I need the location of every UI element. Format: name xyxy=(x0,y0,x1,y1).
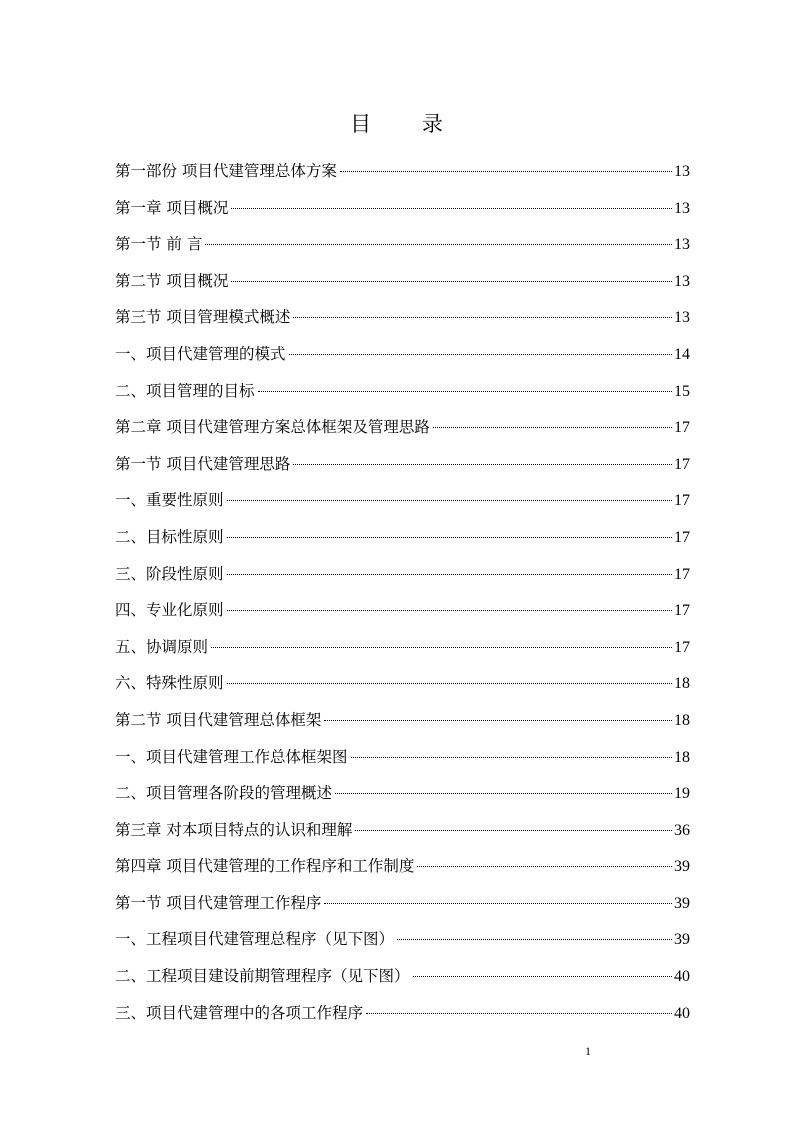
toc-entry-page-number: 17 xyxy=(674,492,690,510)
toc-dot-leader xyxy=(293,317,672,318)
toc-entry-page-number: 39 xyxy=(674,931,690,949)
toc-entry[interactable] xyxy=(115,482,690,519)
toc-entry-label: 一、项目代建管理工作总体框架图 xyxy=(115,747,348,766)
toc-dot-leader xyxy=(227,500,672,501)
toc-entry-label: 四、专业化原则 xyxy=(115,601,224,620)
toc-entry-page-number: 13 xyxy=(674,199,690,217)
toc-entry[interactable] xyxy=(115,153,690,190)
toc-entry[interactable] xyxy=(115,519,690,556)
toc-entry-page-number: 17 xyxy=(674,602,690,620)
toc-entry[interactable] xyxy=(115,373,690,410)
toc-entry-label: 第三章 对本项目特点的认识和理解 xyxy=(115,820,353,839)
toc-entry-page-number: 18 xyxy=(674,711,690,729)
toc-dot-leader xyxy=(205,244,672,245)
toc-list xyxy=(115,153,690,1031)
toc-entry[interactable] xyxy=(115,190,690,227)
toc-entry-label: 三、项目代建管理中的各项工作程序 xyxy=(115,1003,364,1022)
toc-dot-leader xyxy=(351,757,672,758)
toc-dot-leader xyxy=(227,537,672,538)
toc-entry[interactable] xyxy=(115,848,690,885)
toc-entry[interactable] xyxy=(115,812,690,849)
toc-entry[interactable] xyxy=(115,665,690,702)
toc-entry-label: 第四章 项目代建管理的工作程序和工作制度 xyxy=(115,857,415,876)
toc-entry-page-number: 13 xyxy=(674,236,690,254)
toc-entry[interactable] xyxy=(115,299,690,336)
toc-entry[interactable] xyxy=(115,556,690,593)
toc-dot-leader xyxy=(413,976,672,977)
toc-entry-label: 二、项目管理的目标 xyxy=(115,381,255,400)
toc-entry[interactable] xyxy=(115,958,690,995)
toc-entry-label: 第一章 项目概况 xyxy=(115,198,229,217)
toc-entry[interactable] xyxy=(115,775,690,812)
toc-dot-leader xyxy=(227,610,672,611)
toc-entry[interactable] xyxy=(115,921,690,958)
toc-entry-label: 五、协调原则 xyxy=(115,637,209,656)
toc-entry-label: 第二章 项目代建管理方案总体框架及管理思路 xyxy=(115,418,430,437)
toc-dot-leader xyxy=(335,793,672,794)
toc-entry-page-number: 40 xyxy=(674,968,690,986)
toc-dot-leader xyxy=(293,464,672,465)
toc-entry[interactable] xyxy=(115,226,690,263)
toc-entry-label: 第二节 项目概况 xyxy=(115,271,229,290)
toc-entry-label: 第一节 项目代建管理思路 xyxy=(115,454,291,473)
toc-dot-leader xyxy=(211,647,672,648)
toc-entry[interactable] xyxy=(115,592,690,629)
toc-dot-leader xyxy=(355,830,672,831)
toc-entry-label: 二、项目管理各阶段的管理概述 xyxy=(115,784,333,803)
toc-entry-label: 第三节 项目管理模式概述 xyxy=(115,308,291,327)
toc-dot-leader xyxy=(366,1013,672,1014)
toc-entry[interactable] xyxy=(115,446,690,483)
toc-dot-leader xyxy=(324,720,672,721)
toc-entry[interactable] xyxy=(115,702,690,739)
toc-dot-leader xyxy=(258,391,672,392)
toc-entry-label: 二、目标性原则 xyxy=(115,527,224,546)
toc-entry-label: 二、工程项目建设前期管理程序（见下图） xyxy=(115,967,410,986)
toc-entry[interactable] xyxy=(115,885,690,922)
toc-entry-page-number: 17 xyxy=(674,638,690,656)
toc-entry[interactable] xyxy=(115,263,690,300)
toc-dot-leader xyxy=(417,866,672,867)
toc-entry-page-number: 36 xyxy=(674,821,690,839)
toc-entry-label: 三、阶段性原则 xyxy=(115,564,224,583)
toc-title: 目 录 xyxy=(350,112,465,136)
toc-entry-label: 第一节 前 言 xyxy=(115,235,203,254)
toc-entry-label: 第一节 项目代建管理工作程序 xyxy=(115,893,322,912)
toc-entry-page-number: 13 xyxy=(674,309,690,327)
toc-dot-leader xyxy=(397,939,672,940)
toc-entry[interactable] xyxy=(115,629,690,666)
toc-entry-page-number: 19 xyxy=(674,785,690,803)
toc-entry-label: 一、重要性原则 xyxy=(115,491,224,510)
toc-entry-page-number: 39 xyxy=(674,894,690,912)
toc-entry-page-number: 39 xyxy=(674,858,690,876)
toc-dot-leader xyxy=(231,208,672,209)
toc-entry-page-number: 17 xyxy=(674,565,690,583)
toc-entry[interactable] xyxy=(115,409,690,446)
page-number: 1 xyxy=(585,1044,591,1058)
toc-dot-leader xyxy=(340,171,672,172)
toc-dot-leader xyxy=(324,903,672,904)
toc-entry-page-number: 40 xyxy=(674,1004,690,1022)
toc-entry-label: 第一部份 项目代建管理总体方案 xyxy=(115,162,337,180)
toc-dot-leader xyxy=(289,354,672,355)
toc-dot-leader xyxy=(231,281,672,282)
toc-dot-leader xyxy=(433,427,672,428)
toc-entry-page-number: 14 xyxy=(674,345,690,363)
toc-entry-label: 六、特殊性原则 xyxy=(115,674,224,693)
toc-entry-page-number: 17 xyxy=(674,528,690,546)
toc-entry-page-number: 18 xyxy=(674,675,690,693)
toc-entry[interactable] xyxy=(115,336,690,373)
toc-entry-page-number: 17 xyxy=(674,419,690,437)
toc-entry-page-number: 15 xyxy=(674,382,690,400)
toc-entry-page-number: 13 xyxy=(674,163,690,180)
toc-entry-page-number: 13 xyxy=(674,272,690,290)
toc-entry-label: 一、工程项目代建管理总程序（见下图） xyxy=(115,930,395,949)
toc-entry[interactable] xyxy=(115,739,690,776)
toc-dot-leader xyxy=(227,683,672,684)
toc-entry-page-number: 18 xyxy=(674,748,690,766)
toc-dot-leader xyxy=(227,574,672,575)
toc-entry-label: 第二节 项目代建管理总体框架 xyxy=(115,710,322,729)
toc-entry-label: 一、项目代建管理的模式 xyxy=(115,344,286,363)
toc-entry[interactable] xyxy=(115,995,690,1032)
toc-entry-page-number: 17 xyxy=(674,455,690,473)
